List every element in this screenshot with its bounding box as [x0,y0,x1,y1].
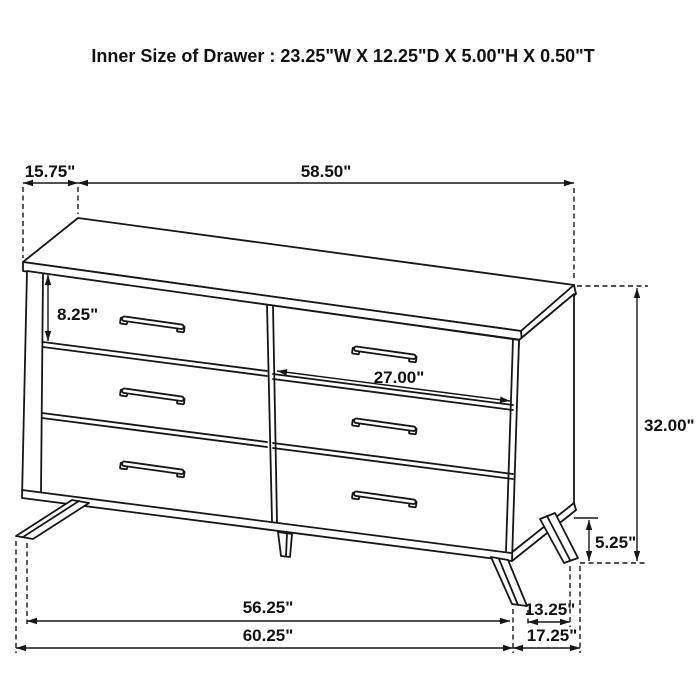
dim-label-overall-height: 32.00" [644,416,695,435]
dim-label-drawer-height: 8.25" [57,305,99,324]
page-title: Inner Size of Drawer : 23.25"W X 12.25"D X 5.00"H X 0.50"T [91,46,595,66]
dim-label-leg-height: 5.25" [595,533,637,552]
dim-label-leg-depth: 13.25" [524,600,576,619]
back-right-leg [540,513,578,563]
center-front-leg [278,532,292,557]
dim-label-drawer-width: 27.00" [373,368,425,387]
dim-label-base-depth: 17.25" [526,626,578,645]
dim-label-top-depth: 15.75" [24,162,76,181]
dim-label-base-width: 60.25" [242,626,294,645]
dim-label-top-width: 58.50" [300,162,352,181]
front-right-leg [491,557,527,606]
right-panel-bottom-corner [574,503,576,510]
dresser-drawing [16,218,578,606]
front-left-leg [16,500,89,539]
dim-label-base-inner-width: 56.25" [242,598,294,617]
